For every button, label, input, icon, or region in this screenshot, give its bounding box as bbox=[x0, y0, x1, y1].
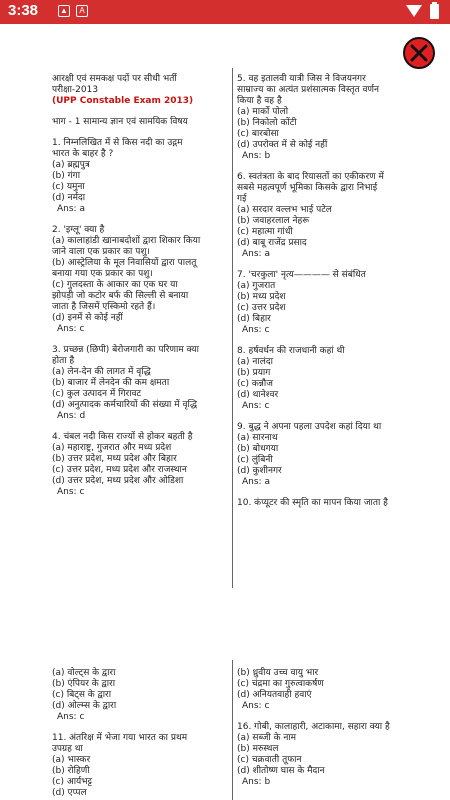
answer-text: Ans: c bbox=[242, 701, 270, 711]
option-text: (a) लेन-देन की लागत में वृद्धि bbox=[52, 367, 151, 377]
right-column bbox=[237, 74, 407, 509]
option-text: (c) उत्तर प्रदेश bbox=[237, 303, 286, 313]
option-text: (d) कुशीनगर bbox=[237, 466, 282, 476]
question-block bbox=[52, 668, 227, 723]
question-text: 1. निम्नलिखित में से किस नदी का उद्गम bbox=[52, 138, 183, 148]
question-text: (d) ओल्म्स के द्वारा bbox=[52, 701, 117, 711]
question-block bbox=[52, 345, 227, 422]
question-text: (c) चक्रवाती तूफान bbox=[237, 755, 302, 765]
page-gap bbox=[0, 644, 450, 660]
question-text: (d) अनियतवाही हवाएं bbox=[237, 690, 312, 700]
option-text: (b) गंगा bbox=[52, 171, 81, 181]
option-text: (c) गुलदस्ता के आकार का एक घर या bbox=[52, 280, 178, 290]
option-text: (b) प्रयाग bbox=[237, 368, 271, 378]
option-text: जाता है जिसमें एस्किमो रहते हैं। bbox=[52, 302, 156, 312]
option-text: (b) जवाहरलाल नेहरू bbox=[237, 216, 310, 226]
image-icon: ▲ bbox=[58, 5, 70, 17]
left-column bbox=[52, 74, 227, 498]
question-text: होता है bbox=[52, 356, 75, 366]
status-time: 3:38 bbox=[8, 2, 39, 19]
question-text: सबसे महत्वपूर्ण भूमिका किसके द्वारा निभाई bbox=[237, 183, 378, 193]
question-text: उपग्रह था bbox=[52, 744, 83, 754]
question-block bbox=[237, 668, 407, 712]
question-text: (d) एप्पल bbox=[52, 788, 87, 798]
option-text: (a) महाराष्ट्र, गुजरात और मध्य प्रदेश bbox=[52, 443, 172, 453]
section-heading: भाग - 1 सामान्य ज्ञान एवं सामयिक विषय bbox=[52, 117, 188, 127]
option-text: (c) यमुना bbox=[52, 182, 85, 192]
battery-icon bbox=[430, 4, 439, 19]
answer-text: Ans: d bbox=[57, 411, 86, 421]
answer-text: Ans: c bbox=[57, 324, 85, 334]
option-text: (b) आस्ट्रेलिया के मूल निवासियों द्वारा पालतू bbox=[52, 258, 197, 268]
option-text: (c) महात्मा गांधी bbox=[237, 227, 293, 237]
status-bar bbox=[0, 0, 450, 24]
a-icon: A bbox=[76, 5, 88, 17]
question-text: गई bbox=[237, 194, 247, 204]
question-text: (d) शीतोष्ण घास के मैदान bbox=[237, 766, 325, 776]
option-text: (d) अनुत्पादक कर्मचारियों की संख्या में वृद्धि bbox=[52, 400, 198, 410]
option-text: (c) कन्नौज bbox=[237, 379, 273, 389]
option-text: (a) सरदार वल्लभ भाई पटेल bbox=[237, 205, 332, 215]
question-text: 4. चंबल नदी किस राज्यों से होकर बहती है bbox=[52, 432, 193, 442]
option-text: (b) निकोलो कोंटी bbox=[237, 118, 297, 128]
answer-text: Ans: b bbox=[242, 151, 271, 161]
option-text: (b) मध्य प्रदेश bbox=[237, 292, 286, 302]
answer-text: Ans: c bbox=[242, 325, 270, 335]
answer-text: Ans: a bbox=[242, 249, 270, 259]
option-text: (d) उत्तर प्रदेश, मध्य प्रदेश और ओडिशा bbox=[52, 476, 184, 486]
question-block bbox=[237, 346, 407, 412]
option-text: (c) उत्तर प्रदेश, मध्य प्रदेश और राजस्थान bbox=[52, 465, 187, 475]
option-text: (a) कालाहांडी खानाबदोशों द्वारा शिकार किया bbox=[52, 236, 201, 246]
option-text: (c) कुल उत्पादन में गिरावट bbox=[52, 389, 142, 399]
question-text: (b) एंपियर के द्वारा bbox=[52, 679, 116, 689]
question-text: (a) सब्जी के नाम bbox=[237, 733, 297, 743]
question-block bbox=[237, 74, 407, 162]
option-text: (d) नर्मदा bbox=[52, 193, 86, 203]
question-block bbox=[237, 172, 407, 260]
question-text: 7. 'चरकुला' नृत्य———— से संबंधित bbox=[237, 270, 366, 280]
option-text: झोपड़ी जो कटोर बर्फ की सिल्ली से बनाया bbox=[52, 291, 189, 301]
option-text: (b) बाजार में लेनदेन की कम क्षमता bbox=[52, 378, 170, 388]
wifi-icon bbox=[406, 5, 422, 17]
question-text: 10. कंप्यूटर की स्मृति का मापन किया जाता है bbox=[237, 498, 388, 508]
question-block bbox=[52, 138, 227, 215]
question-block bbox=[237, 722, 407, 788]
question-block bbox=[237, 498, 407, 509]
question-text: 6. स्वतंत्रता के बाद रियासतों का एकीकरण में bbox=[237, 172, 384, 182]
option-text: (c) बारबोसा bbox=[237, 129, 279, 139]
option-text: बनाया गया एक प्रकार का पशु। bbox=[52, 269, 153, 279]
right-column bbox=[237, 668, 407, 788]
option-text: (a) सारनाथ bbox=[237, 433, 278, 443]
exam-title: परीक्षा-2013 bbox=[52, 85, 99, 95]
close-icon bbox=[410, 44, 428, 62]
question-block bbox=[237, 422, 407, 488]
question-text: (b) रोहिणी bbox=[52, 766, 90, 776]
column-divider bbox=[232, 68, 233, 588]
document-page-2 bbox=[0, 660, 450, 800]
question-text: (b) ध्रुवीय उच्च वायु भार bbox=[237, 668, 319, 678]
question-text: (c) आर्यभट्ट bbox=[52, 777, 92, 787]
option-text: (a) नालंदा bbox=[237, 357, 273, 367]
question-block bbox=[237, 270, 407, 336]
question-text: 8. हर्षवर्धन की राजधानी कहां थी bbox=[237, 346, 345, 356]
answer-text: Ans: a bbox=[242, 477, 270, 487]
question-text: (a) वोल्ट्स के द्वारा bbox=[52, 668, 116, 678]
answer-text: Ans: c bbox=[57, 712, 85, 722]
option-text: (d) इनमें से कोई नहीं bbox=[52, 313, 123, 323]
question-block bbox=[52, 432, 227, 498]
question-text: 5. वह इतालवी यात्री जिस ने विजयनगर bbox=[237, 74, 366, 84]
option-text: जाने वाला एक प्रकार का पशु। bbox=[52, 247, 150, 257]
question-text: 16. गोबी, कालाहारी, अटाकामा, सहारा क्या है bbox=[237, 722, 390, 732]
option-text: (a) मार्को पोलो bbox=[237, 107, 289, 117]
question-text: (c) चंद्रमा का गुरुत्वाकर्षण bbox=[237, 679, 324, 689]
option-text: (a) गुजरात bbox=[237, 281, 276, 291]
option-text: (a) ब्रह्मपुत्र bbox=[52, 160, 90, 170]
option-text: (d) थानेश्वर bbox=[237, 390, 279, 400]
column-divider bbox=[232, 660, 233, 800]
answer-text: Ans: c bbox=[57, 487, 85, 497]
question-text: किया है वह है bbox=[237, 96, 282, 106]
question-block bbox=[52, 225, 227, 335]
answer-text: Ans: c bbox=[242, 401, 270, 411]
answer-text: Ans: b bbox=[242, 777, 271, 787]
document-page-1 bbox=[0, 24, 450, 644]
question-text: (a) भास्कर bbox=[52, 755, 91, 765]
question-text: भारत के बाहर है ? bbox=[52, 149, 114, 159]
exam-title: आरक्षी एवं समकक्ष पदों पर सीधी भर्ती bbox=[52, 74, 177, 84]
question-text: 3. प्रच्छन्न (छिपी) बेरोजगारी का परिणाम क्या bbox=[52, 345, 199, 355]
option-text: (b) उत्तर प्रदेश, मध्य प्रदेश और बिहार bbox=[52, 454, 177, 464]
question-block bbox=[52, 733, 227, 799]
question-text: (b) मरुस्थल bbox=[237, 744, 279, 754]
question-text: (c) बिट्स के द्वारा bbox=[52, 690, 112, 700]
option-text: (d) बिहार bbox=[237, 314, 271, 324]
option-text: (d) बाबू राजेंद्र प्रसाद bbox=[237, 238, 307, 248]
question-text: 2. 'इग्लू' क्या है bbox=[52, 225, 105, 235]
exam-title-english: (UPP Constable Exam 2013) bbox=[52, 96, 194, 106]
left-column bbox=[52, 668, 227, 799]
question-text: साम्राज्य का अत्यंत प्रशंसात्मक विस्तृत वर्णन bbox=[237, 85, 379, 95]
close-button[interactable] bbox=[403, 37, 435, 69]
question-text: 9. बुद्ध ने अपना पहला उपदेश कहां दिया था bbox=[237, 422, 382, 432]
option-text: (d) उपरोक्त में से कोई नहीं bbox=[237, 140, 328, 150]
question-text: 11. अंतरिक्ष में भेजा गया भारत का प्रथम bbox=[52, 733, 188, 743]
option-text: (c) लुंबिनी bbox=[237, 455, 273, 465]
answer-text: Ans: a bbox=[57, 204, 85, 214]
option-text: (b) बोधगया bbox=[237, 444, 279, 454]
